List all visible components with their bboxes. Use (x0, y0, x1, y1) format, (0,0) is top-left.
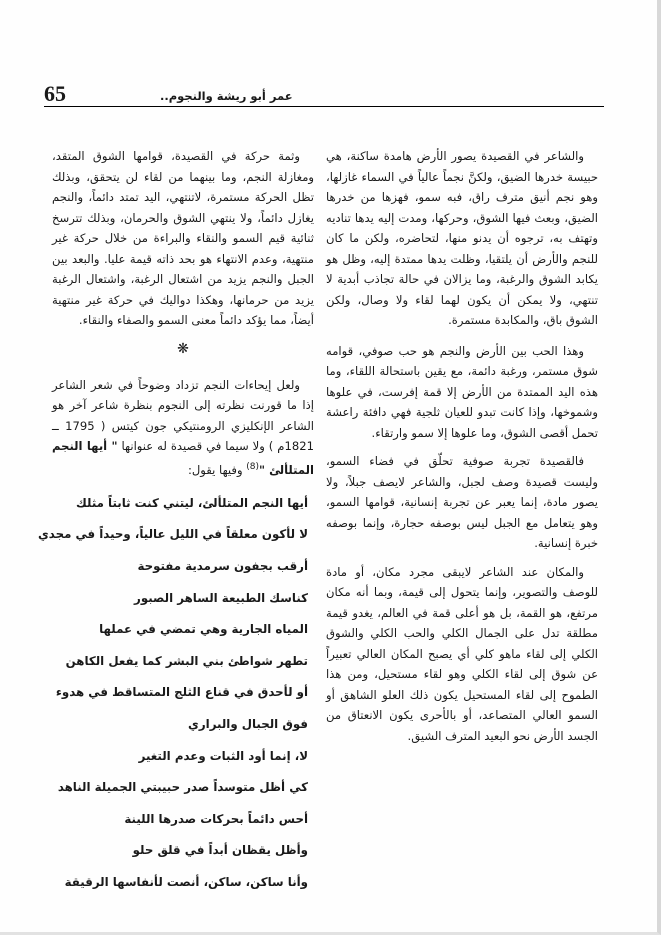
section-divider-icon: ❋ (177, 340, 189, 357)
poem-title: " أيها النجم المتلألئ " (52, 439, 314, 477)
poem-line: لا لأكون معلقاً في الليل عالياً، وحيداً في مجدي (37, 527, 308, 542)
page-header (44, 82, 604, 108)
right-column (326, 146, 598, 754)
poem-line: كي أظل متوسداً صدر حبيبتي الجميلة الناهد (57, 780, 308, 795)
poem-line: فوق الجبال والبراري (188, 717, 308, 732)
poem-line: أحس دائماً بحركات صدرها اللينة (124, 811, 308, 826)
poem-line: تطهر شواطئ بني البشر كما يفعل الكاهن (65, 653, 308, 668)
paragraph: فالقصيدة تجربة صوفية تحلّق في فضاء السمو، وليست قصيدة وصف لجبل، والشاعر لايصف جبلاً، ولا يصور مادة، إنما يعبر عن تجربة إنسانية، قوامها السمو، وهو يتعامل مع الجبل ليس بوصفه حجارة، وإنما بوصفه خبرة إنسانية. (326, 454, 598, 550)
poem (37, 488, 314, 899)
paragraph: والمكان عند الشاعر لايبقى مجرد مكان، أو مادة للوصف والتصوير، وإنما يتحول إلى قيمة، وبما أنه مكان مرتفع، هو القمة، بل هو أعلى قمة في العالم، يغدو قيمة مطلقة تدل على الجمال الكلي والحب الكلي والشوق الكلي إلى لقاء ماهو كلي أي يصبح المكان العالي تعبيراً عن شوق إلى لقاء الكلي وهو لقاء مستحيل، ومن هذا الطموح إلى لقاء المستحيل يكون ذلك العلو الشاهق أو السمو العالي المتصاعد، أو بالأحرى يكون الانعتاق من الجسد الأرض نحو البعيد المترف الشيق. (326, 564, 598, 743)
poem-line: أرقب بجفون سرمدية مفتوحة (137, 559, 308, 574)
intro-tail: وفيها يقول: (187, 462, 243, 477)
poem-line: وأظل يقظان أبداً في قلق حلو (132, 843, 308, 858)
intro-text: ولعل إيحاءات النجم تزداد وضوحاً في شعر الشاعر إذا ما قورنت نظرته إلى النجوم بنظرة شاعر آخر هو الشاعر الإنكليزي الرومنتيكي جون كيتس ( 1795 ــ 1821م ) ولا سيما في قصيدة له عنوانها (52, 377, 315, 453)
poem-line: كناسك الطبيعة الساهر الصبور (134, 590, 308, 605)
footnote-marker: (8) (246, 461, 260, 472)
page-number: 65 (44, 81, 66, 106)
poem-line: وأنا ساكن، ساكن، أنصت لأنفاسها الرقيقة (64, 874, 308, 889)
poem-line: أيها النجم المتلألئ، ليتني كنت ثابتاً مثلك (76, 495, 308, 510)
paragraph: وثمة حركة في القصيدة، قوامها الشوق المتقد، ومغازلة النجم، وما بينهما من لقاء لن يتحقق، وبذلك تظل الحركة مستمرة، لاتنتهي، اليد تمتد دائماً، والنجم يغازل دائماً، ولا ينتهي الشوق والحرمان، وبذلك تترسخ ثنائية قيم السمو والنقاء والبراءة من خلال حركة غير منتهية، وعدم الانتهاء هو بحد ذاته قيمة عليا. والبعد بين الجبل والنجم يزيد من اشتعال الرغبة، واشتعال الرغبة يزيد من حرمانها، وهكذا دواليك في حركة غير منتهية أيضاً، مما يؤكد دائماً معنى السمو والصفاء والنقاء. (52, 149, 314, 327)
poem-line: أو لأحدق في قناع الثلج المتساقط في هدوء (55, 685, 308, 700)
poem-line: لا، إنما أود الثبات وعدم التغير (138, 748, 308, 763)
paragraph: وهذا الحب بين الأرض والنجم هو حب صوفي، قوامه شوق مستمر، ورغبة دائمة، مع يقين باستحالة اللقاء، وما هذه اليد الممتدة من الأرض إلا قمة إفرست، في علوها وشموخها، وإذا كانت تبدو للعيان ثلجية فهي دافئة راعشة تحمل أقصى الشوق، وما علوها إلا سمو وارتقاء. (326, 343, 598, 440)
running-title: عمر أبو ريشة والنجوم.. (160, 89, 293, 103)
poem-line: المياه الجارية وهي تمضي في عملها (99, 622, 308, 637)
left-column (37, 146, 315, 899)
poem-intro (52, 375, 314, 480)
paragraph: والشاعر في القصيدة يصور الأرض هامدة ساكنة، هي حبيسة خدرها الضيق، ولكنَّ نجماً عالياً في السماء غازلها، وهو نجم أنيق مترف راق، فبه سمو، فهزها من خدرها الضيق، وبعث فيها الشوق، وحركها، ومدت إليه يدها تناديه وتهتف به، ترجوه أن يدنو منها، لتحاضره، ولكن ما كان للنجم والأرض أن يلتقيا، وظلت يدها ممتدة إليه، وظل هو يكابد الشوق والرغبة، وما يزالان في حالة تجاذب أبدية لا تنتهي، ولا يمكن أن يكون لهما لقاء ولا وصال، ولكن الشوق باق، والمكابدة مستمرة. (326, 149, 598, 327)
header-rule (44, 106, 604, 107)
